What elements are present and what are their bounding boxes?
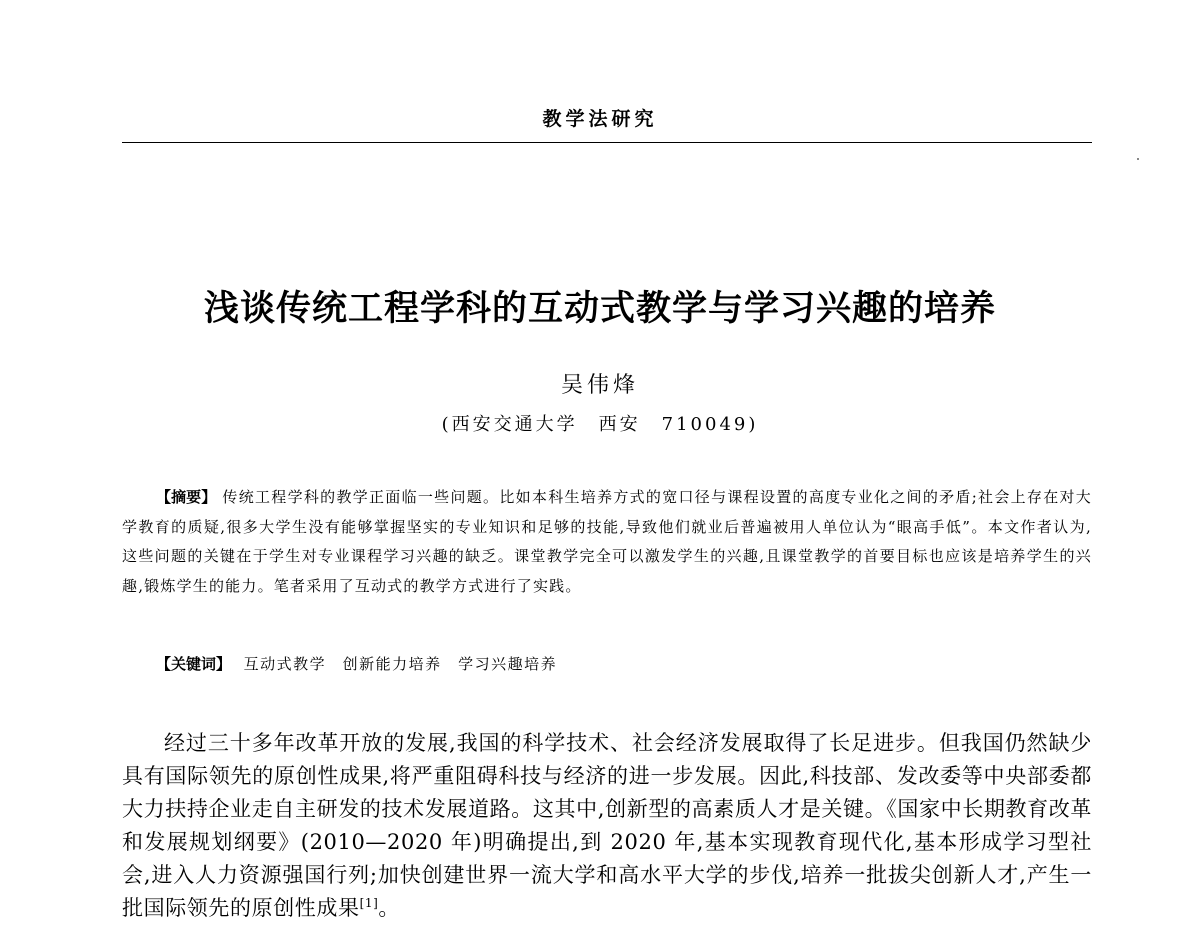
author-affiliation: (西安交通大学 西安 710049) <box>441 414 759 435</box>
citation-marker: [1] <box>359 896 379 910</box>
header-rule <box>122 142 1092 143</box>
abstract <box>122 483 1092 601</box>
author-name: 吴伟烽 <box>560 373 639 398</box>
abstract-text: 传统工程学科的教学正面临一些问题。比如本科生培养方式的宽口径与课程设置的高度专业化之间的矛盾;社会上存在对大学教育的质疑,很多大学生没有能够掌握坚实的专业知识和足够的技能,导致他们就业后普遍被用人单位认为“眼高手低”。本文作者认为,这些问题的关键在于学生对专业课程学习兴趣的缺乏。课堂教学完全可以激发学生的兴趣,且课堂教学的首要目标也应该是培养学生的兴趣,锻炼学生的能力。笔者采用了互动式的教学方式进行了实践。 <box>122 488 1092 595</box>
scan-speck <box>1137 158 1139 160</box>
keywords-label: 【关键词】 <box>156 655 232 673</box>
abstract-label: 【摘要】 <box>156 488 217 506</box>
keywords-text: 互动式教学 创新能力培养 学习兴趣培养 <box>243 655 558 673</box>
running-head: 教学法研究 <box>542 108 658 130</box>
article-title: 浅谈传统工程学科的互动式教学与学习兴趣的培养 <box>203 289 996 329</box>
body-paragraph-text: 经过三十多年改革开放的发展,我国的科学技术、社会经济发展取得了长足进步。但我国仍然缺少具有国际领先的原创性成果,将严重阻碍科技与经济的进一步发展。因此,科技部、发改委等中央部委都大力扶持企业走自主研发的技术发展道路。这其中,创新型的高素质人才是关键。《国家中长期教育改革和发展规划纲要》(2010—2020 年)明确提出,到 2020 年,基本实现教育现代化,基本形成学习型社会,进入人力资源强国行列;加快创建世界一流大学和高水平大学的步伐,培养一批拔尖创新人才,产生一批国际领先的原创性成果 <box>122 731 1092 920</box>
body-paragraph <box>122 727 1092 925</box>
keywords <box>156 653 557 674</box>
body-paragraph-ending: 。 <box>378 896 401 920</box>
